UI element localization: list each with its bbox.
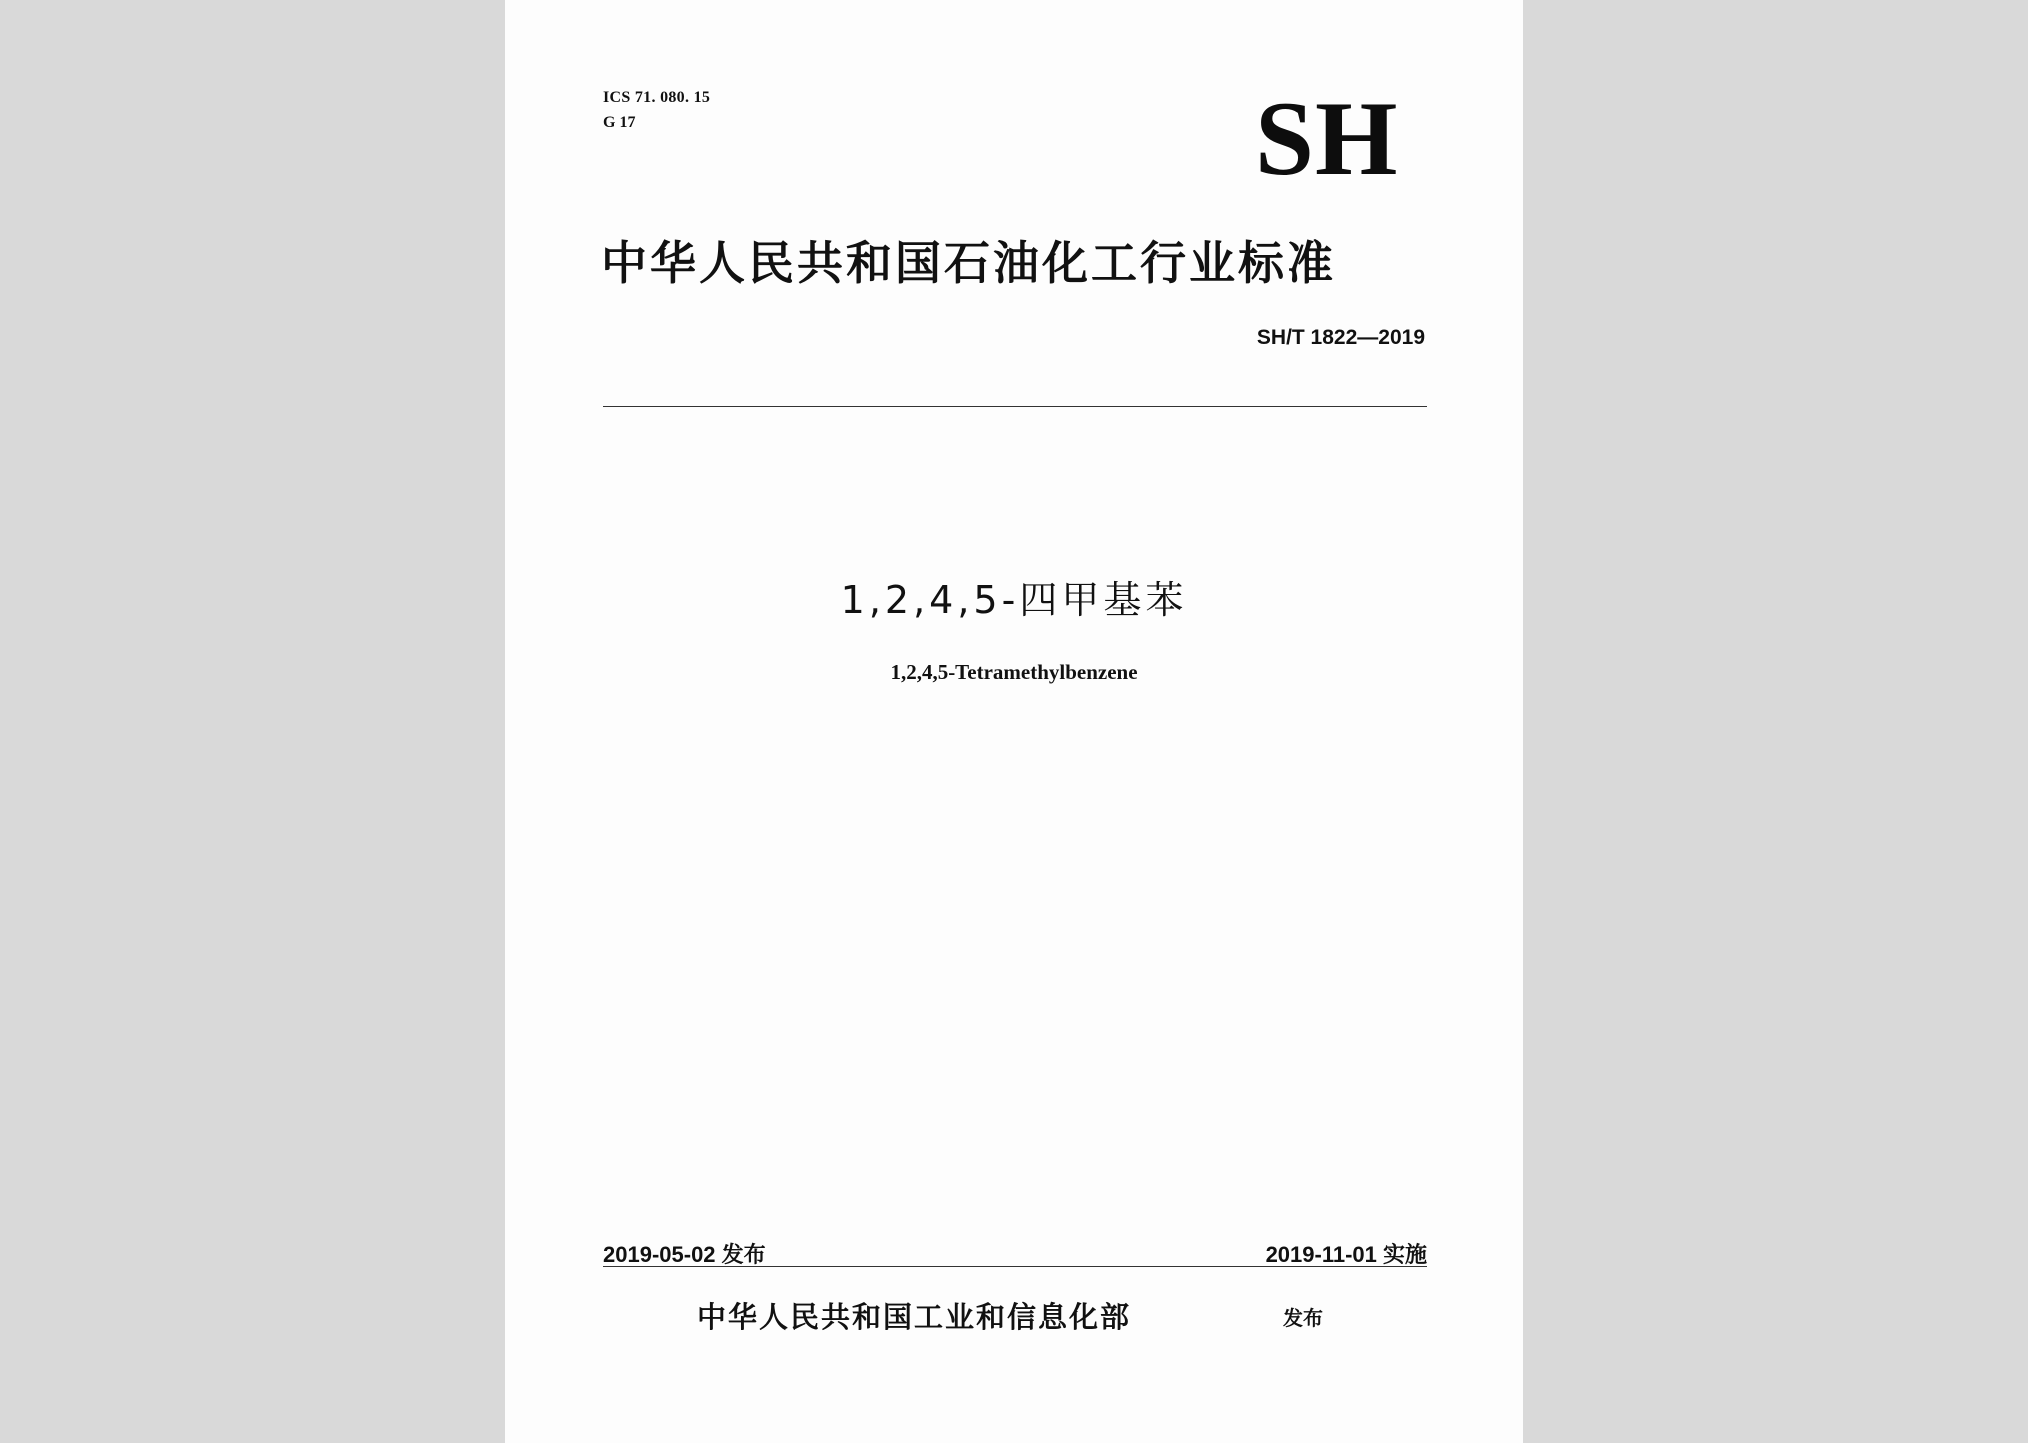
implementation-date: 2019-11-01 实施 [1265,1242,1427,1267]
header-divider [603,406,1427,407]
ccs-code: G 17 [603,114,636,131]
issuing-authority: 中华人民共和国工业和信息化部 [697,1300,1132,1334]
sh-logo: SH [1255,80,1399,197]
document-title-en: 1,2,4,5-Tetramethylbenzene [890,660,1138,684]
ics-code: ICS 71. 080. 15 [603,89,711,106]
footer-divider [603,1266,1427,1267]
issuer-suffix: 发布 [1283,1306,1323,1330]
issue-date: 2019-05-02 发布 [603,1242,766,1267]
standard-category-title: 中华人民共和国石油化工行业标准 [601,236,1336,290]
document-title-cn: 1,2,4,5-四甲基苯 [840,578,1188,622]
standard-code: SH/T 1822—2019 [1256,326,1425,349]
document-page [505,0,1523,1443]
